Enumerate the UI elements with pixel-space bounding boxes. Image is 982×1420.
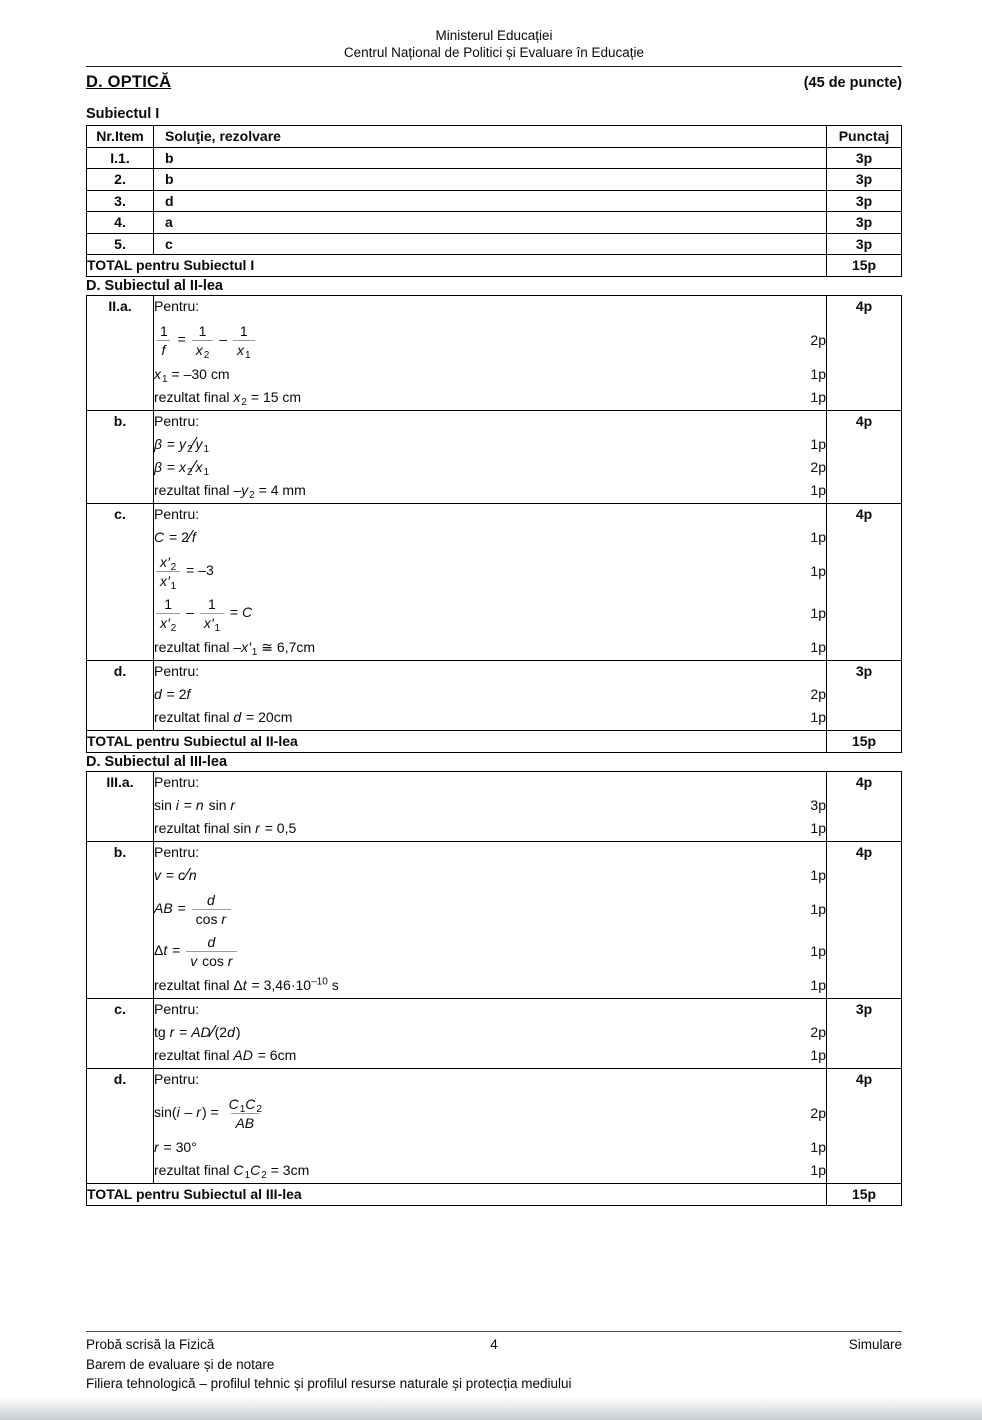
- solution-line: [154, 1069, 826, 1090]
- document-page: [86, 0, 902, 1206]
- solution-cell: [154, 503, 827, 660]
- line-points: 1p: [810, 482, 826, 498]
- row-id-cell: c.: [87, 998, 154, 1068]
- solution-cell: [154, 1068, 827, 1183]
- answer-row: [87, 190, 902, 212]
- solution-cell: [154, 660, 827, 730]
- solution-line-content: rezultat final AD = 6cm: [154, 1047, 297, 1063]
- solution-line-content: r = 30°: [154, 1139, 197, 1155]
- solution-line: [154, 842, 826, 863]
- title-row: [86, 73, 902, 92]
- solution-line: [154, 684, 826, 705]
- solution-line-content: d = 2f: [154, 686, 191, 702]
- section-total-points: 15p: [827, 730, 902, 752]
- solution-cell: [154, 295, 827, 410]
- solution-line: [154, 1160, 826, 1181]
- solution-line-content: Pentru:: [154, 506, 200, 522]
- solution-line: [154, 527, 826, 548]
- line-points: 1p: [810, 529, 826, 545]
- line-points: 3p: [810, 797, 826, 813]
- line-points: 1p: [810, 901, 826, 917]
- fraction: $\frac{d}{\text{cos r}}$: [192, 892, 231, 927]
- section-heading: D. Subiectul al III-lea: [86, 753, 228, 770]
- solution-line-content: $\frac{1}{x'_2}$ – $\frac{1}{x'_1}$ = C: [154, 595, 790, 632]
- sections-container: [86, 278, 902, 1206]
- fraction: $\frac{1}{x_1}$: [233, 323, 255, 358]
- subject1-table: [86, 125, 902, 277]
- solution-line: [154, 1045, 826, 1066]
- points-cell: 3p: [827, 169, 902, 191]
- footer-row: [86, 1335, 902, 1355]
- fraction: $\frac{1}{x'_2}$: [156, 596, 180, 631]
- answer-row: [87, 233, 902, 255]
- solution-line: [154, 865, 826, 886]
- document-title: D. OPTICĂ: [86, 73, 172, 91]
- column-header-punctaj: Punctaj: [827, 126, 902, 148]
- solution-line-content: C = 2∕f: [154, 526, 196, 546]
- footer-exam-name: Probă scrisă la Fizică: [86, 1337, 215, 1352]
- item-number-cell: I.1.: [87, 147, 154, 169]
- row-id-cell: c.: [87, 503, 154, 660]
- line-points: 1p: [810, 709, 826, 725]
- solution-cell: [154, 998, 827, 1068]
- total-row: [87, 1183, 902, 1205]
- solution-line-content: $\frac{1}{f}$ = $\frac{1}{x_2}$ – $\frac{1}{x_1}$: [154, 322, 790, 359]
- line-points: 2p: [810, 686, 826, 702]
- solution-line-content: rezultat final $x_2 = 15$ cm: [154, 389, 302, 409]
- item-number-cell: 5.: [87, 233, 154, 255]
- solution-line: [154, 933, 826, 970]
- solution-line: [154, 637, 826, 658]
- solution-line: [154, 1022, 826, 1043]
- points-cell: 3p: [827, 233, 902, 255]
- solution-cell: [154, 841, 827, 998]
- solution-line-content: AB = $\frac{d}{\text{cos r}}$: [154, 891, 790, 928]
- solution-line: [154, 795, 826, 816]
- section-table: [86, 295, 902, 753]
- solution-line: [154, 818, 826, 839]
- solution-line-content: sin i = n sin r: [154, 797, 236, 813]
- subject1-heading: Subiectul I: [86, 106, 160, 122]
- footer-barem-line: Barem de evaluare și de notare: [86, 1356, 275, 1372]
- solution-cell: [154, 771, 827, 841]
- row-id-cell: b.: [87, 841, 154, 998]
- solution-row: [87, 771, 902, 841]
- solution-row: [87, 841, 902, 998]
- row-total-cell: 3p: [827, 998, 902, 1068]
- fraction: $\frac{1}{f}$: [156, 323, 172, 358]
- row-total-cell: 4p: [827, 410, 902, 503]
- solution-line: [154, 999, 826, 1020]
- line-points: 2p: [810, 332, 826, 348]
- line-points: 1p: [810, 389, 826, 405]
- solution-line-content: Pentru:: [154, 1071, 200, 1087]
- points-cell: 3p: [827, 147, 902, 169]
- points-cell: 3p: [827, 190, 902, 212]
- line-points: 1p: [810, 867, 826, 883]
- row-total-cell: 4p: [827, 1068, 902, 1183]
- solution-line: [154, 296, 826, 317]
- document-footer: [86, 1331, 902, 1394]
- section-table: [86, 771, 902, 1206]
- solution-line: [154, 434, 826, 455]
- solution-row: [87, 660, 902, 730]
- solution-line-content: $\beta = x_2∕x_1$: [154, 456, 210, 479]
- solution-line-content: Pentru:: [154, 663, 200, 679]
- row-id-cell: d.: [87, 1068, 154, 1183]
- section-heading: D. Subiectul al II-lea: [86, 277, 223, 294]
- fraction: $\frac{1}{x'_1}$: [200, 596, 224, 631]
- row-id-cell: d.: [87, 660, 154, 730]
- solution-line: [154, 480, 826, 501]
- line-points: 2p: [810, 459, 826, 475]
- solution-line-content: sin(i – r) = $\frac{C_1C_2}{AB}$: [154, 1095, 790, 1132]
- line-points: 1p: [810, 563, 826, 579]
- solution-line: [154, 322, 826, 359]
- answer-cell: d: [154, 190, 827, 212]
- answer-row: [87, 212, 902, 234]
- footer-simulare-label: Simulare: [848, 1337, 902, 1352]
- total-row: [87, 730, 902, 752]
- section-total-points: 15p: [827, 1183, 902, 1205]
- line-points: 1p: [810, 1139, 826, 1155]
- solution-line-content: $\frac{x'_2}{x'_1}$ = –3: [154, 553, 790, 590]
- solution-line: [154, 364, 826, 385]
- fraction: $\frac{x'_2}{x'_1}$: [156, 554, 180, 589]
- row-id-cell: II.a.: [87, 295, 154, 410]
- row-total-cell: 4p: [827, 841, 902, 998]
- subject1-total-label: TOTAL pentru Subiectul I: [87, 255, 827, 277]
- solution-line-content: rezultat final d = 20cm: [154, 709, 293, 725]
- subject1-total-points: 15p: [827, 255, 902, 277]
- solution-line-content: Pentru:: [154, 413, 200, 429]
- line-points: 2p: [810, 1105, 826, 1121]
- header-line-1: Ministerul Educației: [435, 28, 553, 43]
- row-total-cell: 4p: [827, 771, 902, 841]
- solution-line: [154, 457, 826, 478]
- footer-divider: [86, 1331, 902, 1332]
- solution-line: [154, 891, 826, 928]
- fraction: $\frac{d}{\text{v cos r}}$: [186, 934, 237, 969]
- solution-line: [154, 504, 826, 525]
- total-row: [87, 255, 902, 277]
- solution-line: [154, 707, 826, 728]
- line-points: 1p: [810, 977, 826, 993]
- page-bottom-edge: [0, 1396, 982, 1420]
- column-header-nritem: Nr.Item: [87, 126, 154, 148]
- line-points: 1p: [810, 366, 826, 382]
- solution-line: [154, 975, 826, 996]
- item-number-cell: 4.: [87, 212, 154, 234]
- row-total-cell: 3p: [827, 660, 902, 730]
- solution-row: [87, 295, 902, 410]
- solution-line-content: Δt = $\frac{d}{\text{v cos r}}$: [154, 933, 790, 970]
- row-total-cell: 4p: [827, 503, 902, 660]
- points-cell: 3p: [827, 212, 902, 234]
- answer-cell: c: [154, 233, 827, 255]
- solution-cell: [154, 410, 827, 503]
- table-header-row: [87, 126, 902, 148]
- solution-row: [87, 503, 902, 660]
- fraction: $\frac{1}{x_2}$: [192, 323, 214, 358]
- page-number: 4: [490, 1337, 498, 1352]
- solution-line-content: rezultat final $-y_2 = 4$ mm: [154, 482, 306, 502]
- item-number-cell: 2.: [87, 169, 154, 191]
- header-divider: [86, 66, 902, 67]
- solution-line-content: rezultat final $\Delta t = 3,46\cdot 10^{-10}$ s: [154, 976, 339, 993]
- solution-line-content: rezultat final $-x'_1$ ≅ 6,7cm: [154, 638, 316, 658]
- row-total-cell: 4p: [827, 295, 902, 410]
- solution-row: [87, 998, 902, 1068]
- solution-row: [87, 1068, 902, 1183]
- column-header-solutie: Soluţie, rezolvare: [154, 126, 827, 148]
- solution-line: [154, 1095, 826, 1132]
- answer-row: [87, 169, 902, 191]
- solution-line: [154, 553, 826, 590]
- item-number-cell: 3.: [87, 190, 154, 212]
- solution-line: [154, 595, 826, 632]
- line-points: 1p: [810, 943, 826, 959]
- solution-line-content: rezultat final $C_1C_2 = 3cm$: [154, 1162, 310, 1182]
- row-id-cell: III.a.: [87, 771, 154, 841]
- solution-line-content: Pentru:: [154, 774, 200, 790]
- section-total-label: TOTAL pentru Subiectul al II-lea: [87, 730, 827, 752]
- line-points: 1p: [810, 820, 826, 836]
- solution-line: [154, 772, 826, 793]
- fraction: $\frac{C_1C_2}{AB}$: [228, 1095, 263, 1131]
- solution-line-content: $x_1 = -30$ cm: [154, 366, 230, 386]
- answer-cell: b: [154, 147, 827, 169]
- solution-line-content: tg r = AD∕(2d): [154, 1021, 241, 1041]
- solution-row: [87, 410, 902, 503]
- solution-line: [154, 661, 826, 682]
- solution-line-content: rezultat final sin r = 0,5: [154, 820, 297, 836]
- solution-line: [154, 1137, 826, 1158]
- solution-line-content: v = c∕n: [154, 864, 197, 884]
- section-total-label: TOTAL pentru Subiectul al III-lea: [87, 1183, 827, 1205]
- line-points: 1p: [810, 605, 826, 621]
- line-points: 1p: [810, 1047, 826, 1063]
- answer-cell: a: [154, 212, 827, 234]
- solution-line-content: Pentru:: [154, 844, 200, 860]
- document-header: [86, 0, 902, 61]
- line-points: 1p: [810, 1162, 826, 1178]
- header-line-2: Centrul Național de Politici și Evaluare în Educație: [343, 45, 645, 60]
- footer-filiera-line: Filiera tehnologică – profilul tehnic și profilul resurse naturale și protecția mediului: [86, 1376, 572, 1391]
- solution-line: [154, 387, 826, 408]
- solution-line: [154, 411, 826, 432]
- total-points-label: (45 de puncte): [803, 75, 902, 91]
- line-points: 2p: [810, 1024, 826, 1040]
- solution-line-content: $\beta = y_2∕y_1$: [154, 433, 210, 456]
- row-id-cell: b.: [87, 410, 154, 503]
- line-points: 1p: [810, 639, 826, 655]
- line-points: 1p: [810, 436, 826, 452]
- solution-line-content: Pentru:: [154, 1001, 200, 1017]
- answer-cell: b: [154, 169, 827, 191]
- solution-line-content: Pentru:: [154, 298, 200, 314]
- answer-row: [87, 147, 902, 169]
